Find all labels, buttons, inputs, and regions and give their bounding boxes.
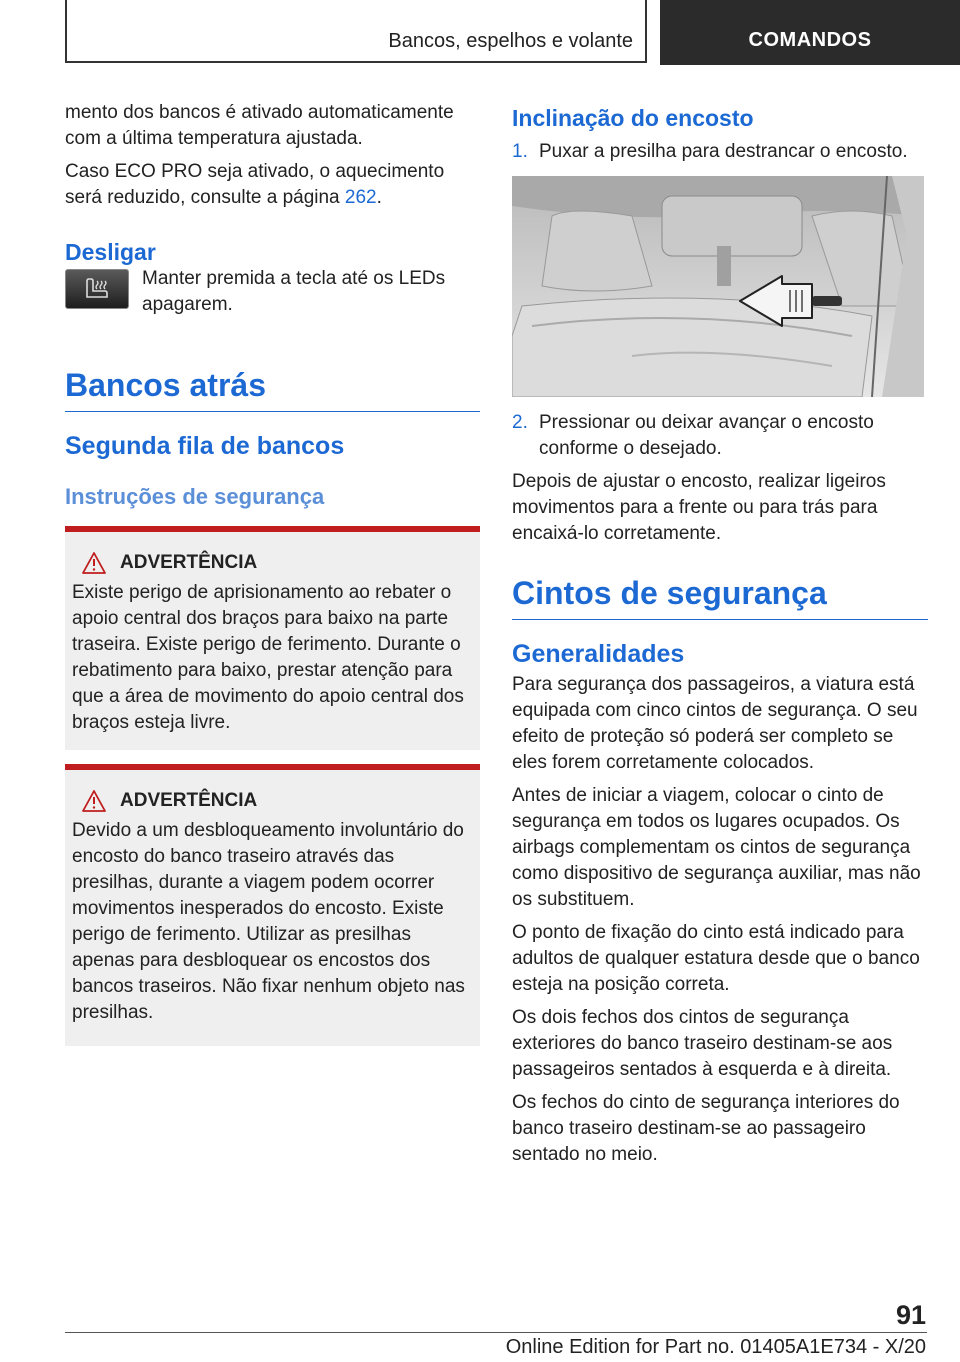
step-2-number: 2. xyxy=(512,412,528,433)
heading-segunda-fila: Segunda fila de bancos xyxy=(65,432,345,460)
belts-paragraph-4: Os dois fechos dos cintos de segurança exteriores do banco traseiro destinam-se aos passageiros sentados à esquerda e à direita. xyxy=(512,1007,893,1080)
intro-paragraph-1: mento dos bancos é ativado automaticamente com a última temperatura ajustada. xyxy=(65,102,454,149)
desligar-text: Manter premida a tecla até os LEDs apagarem. xyxy=(142,268,446,315)
after-adjust-paragraph: Depois de ajustar o encosto, realizar ligeiros movimentos para a frente ou para trás para encaixá-lo corretamente. xyxy=(512,471,886,544)
heading-desligar: Desligar xyxy=(65,239,156,265)
warning-2-title: ADVERTÊNCIA xyxy=(120,790,258,811)
step-1-number: 1. xyxy=(512,141,528,162)
seat-heating-button-icon xyxy=(65,269,129,309)
step-1 xyxy=(512,139,928,165)
footer-divider xyxy=(65,1332,927,1333)
header-section-title: Bancos, espelhos e volante xyxy=(388,30,633,52)
page-link-262[interactable]: 262 xyxy=(344,187,377,208)
intro-paragraph-2-end: . xyxy=(376,187,382,208)
belts-paragraph-2: Antes de iniciar a viagem, colocar o cinto de segurança em todos os lugares ocupados. Os airbags complementam os cintos de segurança como dispositivo de segurança auxiliar, mas não os substituem. xyxy=(512,785,921,910)
warning-triangle-icon xyxy=(82,790,106,812)
heading-inclinacao-encosto: Inclinação do encosto xyxy=(512,105,754,131)
belts-paragraph-3: O ponto de fixação do cinto está indicado para adultos de qualquer estatura desde que o banco esteja na posição correta. xyxy=(512,922,920,995)
left-column xyxy=(65,100,480,1046)
belts-paragraph-1: Para segurança dos passageiros, a viatura está equipada com cinco cintos de segurança. O seu efeito de proteção só poderá ser completo se eles forem corretamente colocados. xyxy=(512,674,918,773)
warning-1-title: ADVERTÊNCIA xyxy=(120,552,258,573)
intro-paragraph-2-text: Caso ECO PRO seja ativado, o aquecimento será reduzido, consulte a página xyxy=(65,161,445,208)
warning-2-text: Devido a um desbloqueamento involuntário do encosto do banco traseiro através das presilhas, durante a viagem podem ocorrer movimentos inesperados do encosto. Existe perigo de ferimento. Utilizar as presilhas apenas para desbloquear os encostos dos bancos traseiros. Não fixar nenhum objeto nas presilhas. xyxy=(72,820,465,1023)
desligar-row xyxy=(65,269,480,325)
warning-box-1 xyxy=(65,526,480,750)
step-2 xyxy=(512,410,928,462)
warning-box-2 xyxy=(65,764,480,1046)
heading-instrucoes-seguranca: Instruções de segurança xyxy=(65,484,325,509)
steps-list-1 xyxy=(512,139,928,165)
header-chapter-title: COMANDOS xyxy=(748,29,872,51)
heading-bancos-atras: Bancos atrás xyxy=(65,365,480,412)
page-number: 91 xyxy=(895,1300,926,1330)
warning-triangle-icon xyxy=(82,552,106,574)
warning-1-text: Existe perigo de aprisionamento ao rebater o apoio central dos braços para baixo na parte traseira. Existe perigo de ferimento. Durante o rebatimento para baixo, prestar atenção para que a área de movimento do apoio central dos braços esteja livre. xyxy=(72,582,464,733)
header-section-box xyxy=(65,0,647,63)
heading-cintos-seguranca: Cintos de segurança xyxy=(512,573,928,620)
warning-2-title-row xyxy=(72,788,472,814)
step-2-text: Pressionar ou deixar avançar o encosto conforme o desejado. xyxy=(539,412,874,459)
right-column xyxy=(512,100,928,1175)
intro-paragraph-2 xyxy=(65,159,480,211)
belts-paragraph-5: Os fechos do cinto de segurança interiores do banco traseiro destinam-se ao passageiro sentado no meio. xyxy=(512,1092,900,1165)
warning-1-title-row xyxy=(72,550,472,576)
footer-edition: Online Edition for Part no. 01405A1E734 - X/20 xyxy=(505,1336,926,1358)
header-chapter-tab xyxy=(660,0,960,65)
rear-seat-photo xyxy=(512,176,924,397)
heading-generalidades: Generalidades xyxy=(512,640,685,668)
step-1-text: Puxar a presilha para destrancar o encosto. xyxy=(539,141,908,162)
steps-list-2 xyxy=(512,410,928,462)
